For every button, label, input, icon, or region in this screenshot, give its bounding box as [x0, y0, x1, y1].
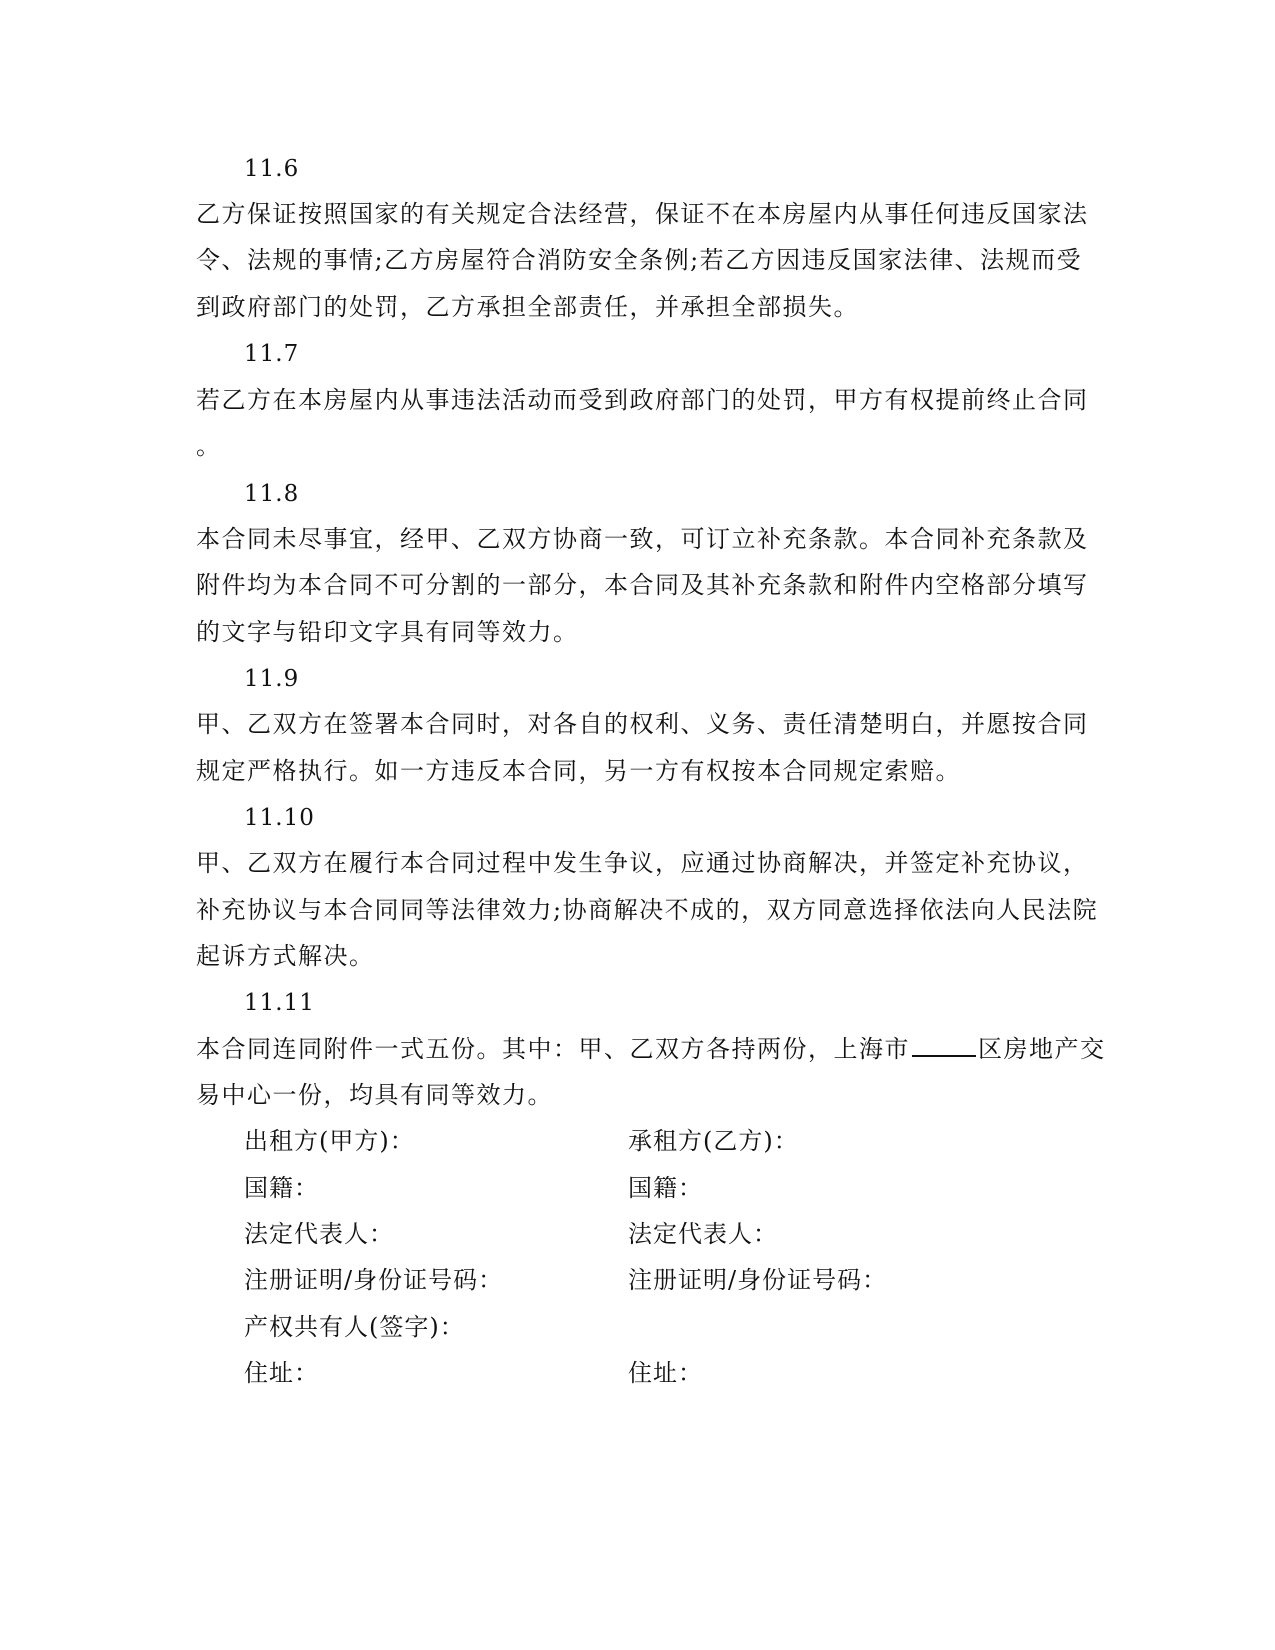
clause-11-6-line-3: 到政府部门的处罚，乙方承担全部责任，并承担全部损失。	[196, 293, 859, 321]
clause-11-6-line-1: 乙方保证按照国家的有关规定合法经营，保证不在本房屋内从事任何违反国家法	[196, 200, 1089, 228]
district-blank-field	[912, 1033, 976, 1057]
clause-11-7-line-2: 。	[196, 432, 222, 460]
clause-11-10-line-2: 补充协议与本合同同等法律效力;协商解决不成的，双方同意选择依法向人民法院	[196, 896, 1099, 924]
clause-11-6-line-2: 令、法规的事情;乙方房屋符合消防安全条例;若乙方因违反国家法律、法规而受	[196, 246, 1083, 274]
clause-number-11-10: 11.10	[244, 805, 315, 831]
lessee-nationality-label: 国籍：	[628, 1174, 703, 1202]
clause-number-11-9: 11.9	[244, 666, 300, 692]
clause-11-8-line-3: 的文字与铅印文字具有同等效力。	[196, 618, 579, 646]
lessor-party-label: 出租方(甲方)：	[244, 1127, 415, 1155]
lessor-legal-rep-label: 法定代表人：	[244, 1220, 394, 1248]
clause-11-8-line-1: 本合同未尽事宜，经甲、乙双方协商一致，可订立补充条款。本合同补充条款及	[196, 525, 1089, 553]
clause-11-9-line-1: 甲、乙双方在签署本合同时，对各自的权利、义务、责任清楚明白，并愿按合同	[196, 710, 1089, 738]
clause-11-10-line-3: 起诉方式解决。	[196, 942, 375, 970]
lessee-address-label: 住址：	[628, 1359, 703, 1387]
clause-11-11-line-2: 易中心一份，均具有同等效力。	[196, 1081, 553, 1109]
clause-11-9-line-2: 规定严格执行。如一方违反本合同，另一方有权按本合同规定索赔。	[196, 757, 961, 785]
lessor-nationality-label: 国籍：	[244, 1174, 319, 1202]
clause-11-7-line-1: 若乙方在本房屋内从事违法活动而受到政府部门的处罚，甲方有权提前终止合同	[196, 386, 1089, 414]
clause-11-10-line-1: 甲、乙双方在履行本合同过程中发生争议，应通过协商解决，并签定补充协议，	[196, 849, 1089, 877]
lessor-id-number-label: 注册证明/身份证号码：	[244, 1266, 504, 1294]
lessee-legal-rep-label: 法定代表人：	[628, 1220, 778, 1248]
clause-number-11-7: 11.7	[244, 341, 300, 367]
clause-number-11-8: 11.8	[244, 481, 300, 507]
clause-11-11-text-before-blank: 本合同连同附件一式五份。其中：甲、乙双方各持两份，上海市	[196, 1035, 910, 1063]
lessor-address-label: 住址：	[244, 1359, 319, 1387]
co-owner-signature-label: 产权共有人(签字)：	[244, 1313, 465, 1341]
clause-number-11-6: 11.6	[244, 156, 300, 182]
clause-11-11-text-after-blank: 区房地产交	[978, 1035, 1106, 1063]
lessee-id-number-label: 注册证明/身份证号码：	[628, 1266, 888, 1294]
clause-11-8-line-2: 附件均为本合同不可分割的一部分，本合同及其补充条款和附件内空格部分填写	[196, 571, 1089, 599]
lessee-party-label: 承租方(乙方)：	[628, 1127, 799, 1155]
clause-11-11-line-1	[196, 1033, 1106, 1065]
clause-number-11-11: 11.11	[244, 990, 315, 1016]
